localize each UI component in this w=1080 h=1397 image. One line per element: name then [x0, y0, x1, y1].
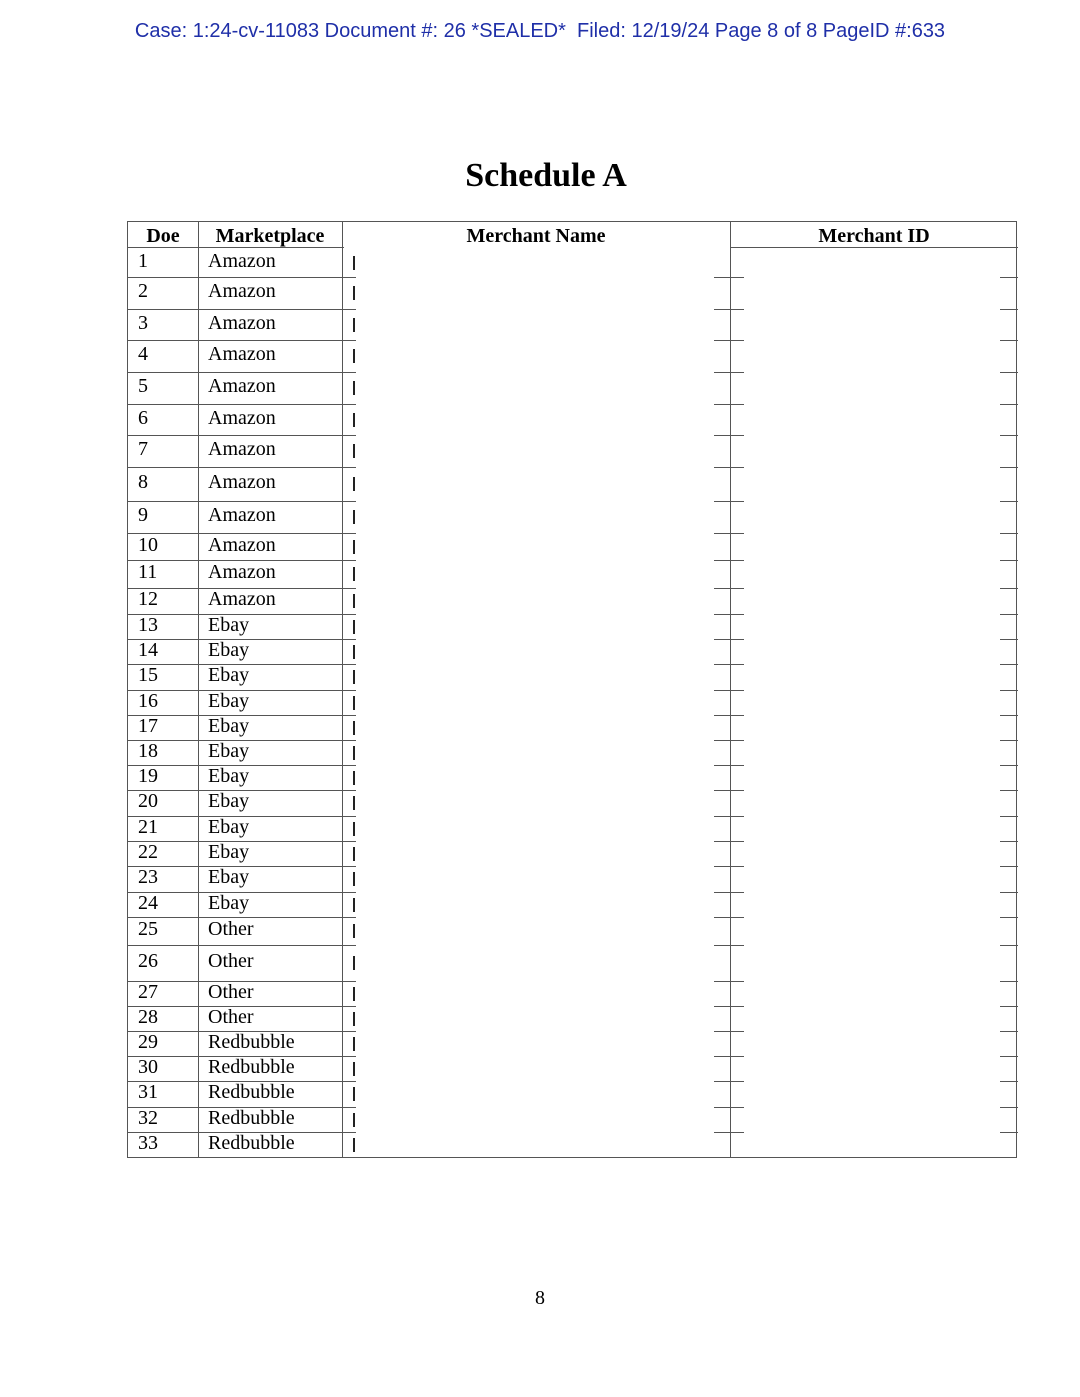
redaction-edge-mark: [353, 721, 355, 735]
column-header-merchant-name: Merchant Name: [466, 225, 606, 247]
row-rule: [714, 340, 744, 341]
marketplace-cell: Amazon: [208, 312, 276, 334]
doe-cell: 29: [138, 1031, 158, 1053]
marketplace-cell: Amazon: [208, 504, 276, 526]
row-rule: [714, 639, 744, 640]
marketplace-cell: Ebay: [208, 690, 250, 712]
marketplace-cell: Amazon: [208, 343, 276, 365]
marketplace-cell: Ebay: [208, 765, 250, 787]
marketplace-cell: Amazon: [208, 588, 276, 610]
row-rule: [1000, 639, 1018, 640]
column-header-marketplace: Marketplace: [215, 225, 325, 247]
row-rule: [714, 981, 744, 982]
doe-cell: 28: [138, 1006, 158, 1028]
marketplace-cell: Ebay: [208, 664, 250, 686]
marketplace-cell: Amazon: [208, 375, 276, 397]
redaction-edge-mark: [353, 746, 355, 760]
row-rule: [1000, 501, 1018, 502]
row-rule: [1000, 664, 1018, 665]
row-rule: [1000, 866, 1018, 867]
row-rule: [1000, 435, 1018, 436]
row-rule: [714, 765, 744, 766]
marketplace-cell: Other: [208, 918, 254, 940]
redaction-edge-mark: [353, 318, 355, 332]
doe-cell: 21: [138, 816, 158, 838]
marketplace-cell: Ebay: [208, 790, 250, 812]
redaction-edge-mark: [353, 620, 355, 634]
row-rule: [714, 533, 744, 534]
row-rule: [714, 372, 744, 373]
row-rule: [1000, 372, 1018, 373]
row-rule: [128, 340, 356, 341]
redaction-edge-mark: [353, 771, 355, 785]
row-rule: [128, 404, 356, 405]
doe-cell: 4: [138, 343, 148, 365]
redaction-edge-mark: [353, 1087, 355, 1101]
row-rule: [714, 690, 744, 691]
marketplace-cell: Ebay: [208, 639, 250, 661]
doe-cell: 13: [138, 614, 158, 636]
redaction-edge-mark: [353, 413, 355, 427]
marketplace-cell: Redbubble: [208, 1056, 295, 1078]
row-rule: [1000, 560, 1018, 561]
doe-cell: 27: [138, 981, 158, 1003]
redaction-edge-mark: [353, 987, 355, 1001]
doe-cell: 25: [138, 918, 158, 940]
doe-cell: 23: [138, 866, 158, 888]
doe-cell: 10: [138, 534, 158, 556]
redaction-edge-mark: [353, 645, 355, 659]
marketplace-cell: Ebay: [208, 740, 250, 762]
page-title: Schedule A: [465, 157, 627, 194]
doe-cell: 24: [138, 892, 158, 914]
row-rule: [128, 467, 356, 468]
marketplace-cell: Amazon: [208, 280, 276, 302]
redaction-edge-mark: [353, 670, 355, 684]
row-rule: [1000, 533, 1018, 534]
redaction-edge-mark: [353, 1062, 355, 1076]
redaction-edge-mark: [353, 796, 355, 810]
row-rule: [1000, 1081, 1018, 1082]
redaction-edge-mark: [353, 898, 355, 912]
row-rule: [714, 816, 744, 817]
redacted-merchant-ids: [744, 249, 998, 1155]
marketplace-cell: Amazon: [208, 561, 276, 583]
marketplace-cell: Amazon: [208, 471, 276, 493]
row-rule: [1000, 981, 1018, 982]
row-rule: [714, 945, 744, 946]
marketplace-cell: Amazon: [208, 534, 276, 556]
row-rule: [1000, 614, 1018, 615]
redaction-edge-mark: [353, 286, 355, 300]
redaction-edge-mark: [353, 540, 355, 554]
doe-cell: 18: [138, 740, 158, 762]
row-rule: [1000, 309, 1018, 310]
redaction-edge-mark: [353, 381, 355, 395]
row-rule: [1000, 467, 1018, 468]
row-rule: [128, 501, 356, 502]
doe-cell: 7: [138, 438, 148, 460]
row-rule: [714, 917, 744, 918]
doe-cell: 19: [138, 765, 158, 787]
doe-cell: 33: [138, 1132, 158, 1154]
row-rule: [128, 945, 356, 946]
doe-cell: 1: [138, 250, 148, 272]
marketplace-cell: Other: [208, 1006, 254, 1028]
doe-cell: 2: [138, 280, 148, 302]
marketplace-cell: Ebay: [208, 892, 250, 914]
row-rule: [1000, 1056, 1018, 1057]
marketplace-cell: Redbubble: [208, 1031, 295, 1053]
row-rule: [714, 664, 744, 665]
row-rule: [128, 277, 356, 278]
redaction-edge-mark: [353, 256, 355, 270]
redacted-merchant-names: [356, 249, 712, 1155]
redaction-edge-mark: [353, 872, 355, 886]
doe-cell: 6: [138, 407, 148, 429]
marketplace-cell: Other: [208, 950, 254, 972]
doe-cell: 16: [138, 690, 158, 712]
case-header: Case: 1:24-cv-11083 Document #: 26 *SEALED* Filed: 12/19/24 Page 8 of 8 PageID #:633: [134, 20, 946, 42]
doe-cell: 22: [138, 841, 158, 863]
doe-cell: 11: [138, 561, 158, 583]
doe-cell: 26: [138, 950, 158, 972]
marketplace-cell: Ebay: [208, 841, 250, 863]
doe-cell: 14: [138, 639, 158, 661]
row-rule: [1000, 945, 1018, 946]
marketplace-cell: Redbubble: [208, 1107, 295, 1129]
marketplace-cell: Ebay: [208, 816, 250, 838]
row-rule: [714, 1081, 744, 1082]
row-rule: [714, 740, 744, 741]
row-rule: [1000, 841, 1018, 842]
redaction-edge-mark: [353, 1037, 355, 1051]
row-rule: [714, 404, 744, 405]
redaction-edge-mark: [353, 956, 355, 970]
marketplace-cell: Redbubble: [208, 1081, 295, 1103]
row-rule: [714, 435, 744, 436]
row-rule: [128, 435, 356, 436]
doe-cell: 15: [138, 664, 158, 686]
schedule-table: [127, 221, 1017, 1158]
row-rule: [714, 309, 744, 310]
row-rule: [714, 1132, 744, 1133]
redaction-edge-mark: [353, 1113, 355, 1127]
row-rule: [714, 1107, 744, 1108]
row-rule: [1000, 1132, 1018, 1133]
row-rule: [1000, 715, 1018, 716]
row-rule: [714, 588, 744, 589]
doe-cell: 12: [138, 588, 158, 610]
redaction-edge-mark: [353, 349, 355, 363]
row-rule: [714, 1031, 744, 1032]
redaction-edge-mark: [353, 847, 355, 861]
row-rule: [1000, 765, 1018, 766]
redaction-edge-mark: [353, 594, 355, 608]
row-rule: [714, 1056, 744, 1057]
row-rule: [1000, 340, 1018, 341]
marketplace-cell: Amazon: [208, 407, 276, 429]
row-rule: [1000, 740, 1018, 741]
marketplace-cell: Redbubble: [208, 1132, 295, 1154]
row-rule: [714, 560, 744, 561]
doe-cell: 31: [138, 1081, 158, 1103]
row-rule: [714, 614, 744, 615]
doe-cell: 32: [138, 1107, 158, 1129]
marketplace-cell: Amazon: [208, 438, 276, 460]
redaction-edge-mark: [353, 444, 355, 458]
marketplace-cell: Amazon: [208, 250, 276, 272]
row-rule: [714, 277, 744, 278]
row-rule: [714, 467, 744, 468]
row-rule: [1000, 892, 1018, 893]
marketplace-cell: Ebay: [208, 866, 250, 888]
header-rule: [730, 247, 1018, 248]
redaction-edge-mark: [353, 822, 355, 836]
marketplace-cell: Other: [208, 981, 254, 1003]
row-rule: [714, 715, 744, 716]
row-rule: [714, 1006, 744, 1007]
doe-cell: 8: [138, 471, 148, 493]
row-rule: [1000, 816, 1018, 817]
redaction-edge-mark: [353, 696, 355, 710]
row-rule: [1000, 1006, 1018, 1007]
redaction-edge-mark: [353, 1138, 355, 1152]
row-rule: [1000, 690, 1018, 691]
redaction-edge-mark: [353, 477, 355, 491]
row-rule: [1000, 790, 1018, 791]
row-rule: [714, 892, 744, 893]
redaction-edge-mark: [353, 567, 355, 581]
row-rule: [714, 790, 744, 791]
row-rule: [1000, 917, 1018, 918]
row-rule: [128, 309, 356, 310]
marketplace-cell: Ebay: [208, 715, 250, 737]
doe-cell: 9: [138, 504, 148, 526]
row-rule: [714, 841, 744, 842]
column-header-merchant-id: Merchant ID: [818, 225, 930, 247]
doe-cell: 30: [138, 1056, 158, 1078]
column-header-doe: Doe: [146, 225, 180, 247]
page-number: 8: [535, 1287, 545, 1309]
row-rule: [1000, 1031, 1018, 1032]
doe-cell: 20: [138, 790, 158, 812]
row-rule: [714, 501, 744, 502]
redaction-edge-mark: [353, 1012, 355, 1026]
redaction-edge-mark: [353, 510, 355, 524]
redaction-edge-mark: [353, 924, 355, 938]
row-rule: [714, 866, 744, 867]
doe-cell: 3: [138, 312, 148, 334]
row-rule: [1000, 277, 1018, 278]
doe-cell: 17: [138, 715, 158, 737]
header-rule: [128, 247, 344, 248]
row-rule: [128, 372, 356, 373]
marketplace-cell: Ebay: [208, 614, 250, 636]
row-rule: [1000, 588, 1018, 589]
row-rule: [1000, 1107, 1018, 1108]
row-rule: [1000, 404, 1018, 405]
doe-cell: 5: [138, 375, 148, 397]
